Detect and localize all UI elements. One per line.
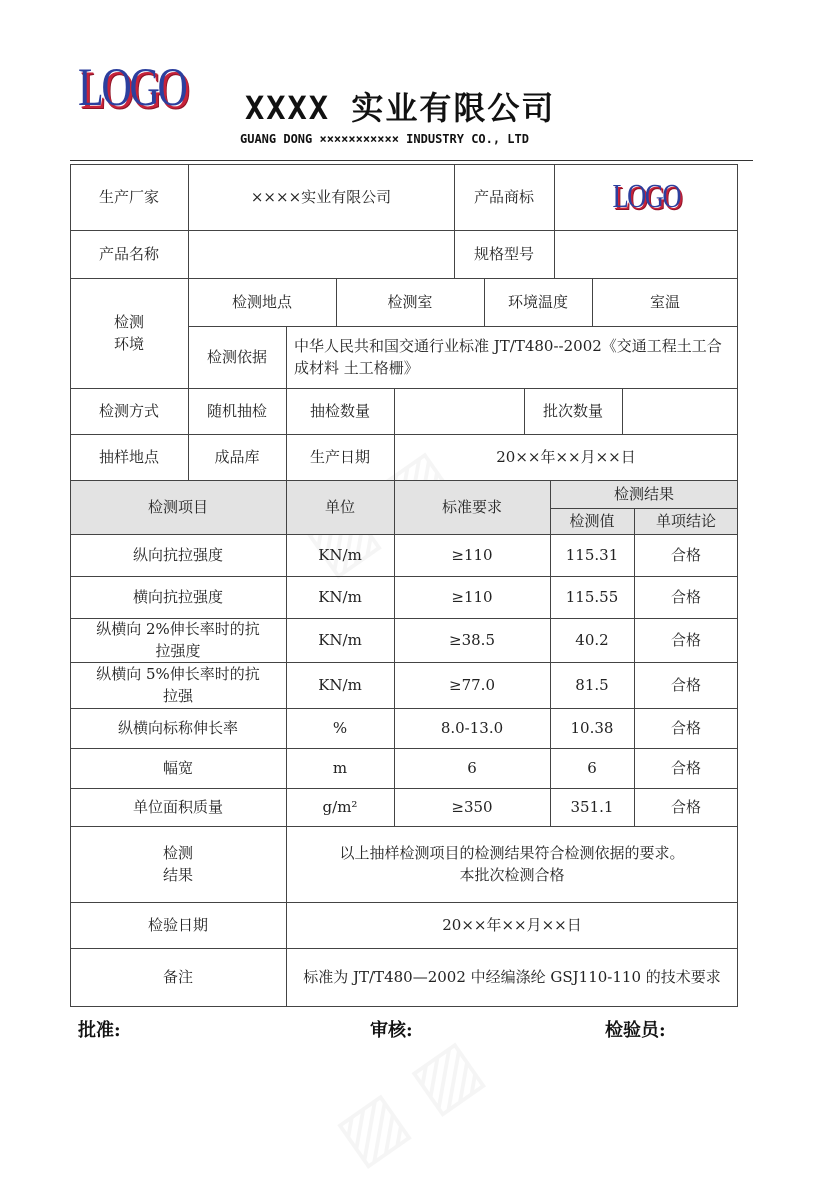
table-row-unit: m: [332, 759, 348, 777]
table-rule: [70, 434, 738, 435]
header-divider: [70, 160, 753, 161]
inspection-date-value: 20××年××月××日: [442, 916, 582, 934]
brand-label: 产品商标: [473, 188, 534, 206]
table-row-item: 单位面积质量: [132, 798, 223, 816]
table-row-unit: KN/m: [318, 676, 362, 694]
table-rule: [622, 388, 623, 434]
company-logo: LOGO: [78, 57, 186, 117]
table-rule: [524, 388, 525, 434]
basis-value: 中华人民共和国交通行业标准 JT/T480--2002《交通工程土工合成材料 土工格栅》: [294, 337, 722, 377]
location-value: 检测室: [387, 293, 433, 311]
result-label: 检测 结果: [162, 844, 193, 884]
header-unit: 单位: [324, 498, 355, 516]
brand-logo: LOGO: [612, 178, 680, 215]
table-row-standard: ≥38.5: [449, 631, 495, 649]
table-rule: [70, 278, 738, 279]
table-rule: [286, 326, 287, 480]
header-result: 检测结果: [613, 485, 674, 503]
batch-quantity-label: 批次数量: [542, 402, 603, 420]
table-row-standard: ≥110: [451, 588, 493, 606]
table-row-item: 幅宽: [162, 759, 193, 777]
company-english-name: GUANG DONG ××××××××××× INDUSTRY CO., LTD: [240, 132, 529, 146]
method-label: 检测方式: [98, 402, 159, 420]
table-row-conclusion: 合格: [670, 631, 701, 649]
table-rule: [592, 278, 593, 326]
table-border: [737, 164, 738, 1007]
approve-signature: 批准:: [78, 1020, 121, 1041]
table-border: [70, 1006, 738, 1007]
spec-label: 规格型号: [473, 245, 534, 263]
result-line-2: 本批次检测合格: [459, 866, 565, 884]
table-rule: [394, 388, 395, 480]
table-rule: [70, 826, 738, 827]
result-line-1: 以上抽样检测项目的检测结果符合检测依据的要求。: [339, 844, 685, 862]
table-row-measured: 351.1: [570, 798, 614, 816]
temperature-value: 室温: [649, 293, 680, 311]
table-row-conclusion: 合格: [670, 759, 701, 777]
review-signature: 审核:: [370, 1020, 413, 1041]
production-date-label: 生产日期: [309, 448, 370, 466]
table-rule: [550, 508, 738, 509]
header-measured: 检测值: [569, 512, 615, 530]
table-rule: [188, 164, 189, 480]
remark-value: 标准为 JT/T480—2002 中经编涤纶 GSJ110-110 的技术要求: [303, 968, 721, 986]
table-row-unit: %: [332, 719, 348, 737]
table-rule: [70, 388, 738, 389]
location-label: 检测地点: [231, 293, 292, 311]
table-row-measured: 40.2: [575, 631, 609, 649]
table-rule: [70, 788, 738, 789]
production-date-value: 20××年××月××日: [496, 448, 636, 466]
table-rule: [550, 480, 551, 826]
sample-quantity-label: 抽检数量: [309, 402, 370, 420]
header-standard: 标准要求: [441, 498, 502, 516]
table-rule: [70, 618, 738, 619]
table-rule: [286, 480, 287, 1006]
table-rule: [70, 480, 738, 481]
table-rule: [70, 534, 738, 535]
remark-label: 备注: [162, 968, 193, 986]
table-row-conclusion: 合格: [670, 676, 701, 694]
product-name-value: [188, 230, 454, 278]
table-row-unit: KN/m: [318, 588, 362, 606]
table-rule: [70, 948, 738, 949]
product-name-label: 产品名称: [98, 245, 159, 263]
inspector-signature: 检验员:: [605, 1020, 666, 1041]
table-row-standard: 6: [467, 759, 477, 777]
table-row-item: 纵横向标称伸长率: [117, 719, 238, 737]
table-row-standard: ≥77.0: [449, 676, 495, 694]
watermark-decoration: [321, 1022, 496, 1179]
table-border: [70, 164, 71, 1007]
table-row-conclusion: 合格: [670, 546, 701, 564]
table-rule: [454, 164, 455, 278]
manufacturer-value: ××××实业有限公司: [250, 188, 392, 206]
table-row-conclusion: 合格: [670, 588, 701, 606]
batch-quantity-value: [622, 388, 738, 434]
table-row-standard: 8.0-13.0: [440, 719, 504, 737]
table-rule: [70, 902, 738, 903]
table-rule: [70, 708, 738, 709]
environment-label: 检测 环境: [113, 313, 144, 353]
table-rule: [634, 508, 635, 826]
manufacturer-label: 生产厂家: [98, 188, 159, 206]
table-row-measured: 6: [587, 759, 597, 777]
sample-quantity-value: [394, 388, 524, 434]
table-row-item: 纵向抗拉强度: [132, 546, 223, 564]
table-rule: [70, 576, 738, 577]
table-row-measured: 115.31: [565, 546, 619, 564]
header-item: 检测项目: [147, 498, 208, 516]
table-row-conclusion: 合格: [670, 719, 701, 737]
table-row-unit: KN/m: [318, 546, 362, 564]
table-rule: [336, 278, 337, 326]
table-rule: [484, 278, 485, 326]
table-row-item: 纵横向 5%伸长率时的抗拉强: [96, 665, 260, 705]
table-row-measured: 81.5: [575, 676, 609, 694]
table-row-measured: 10.38: [570, 719, 614, 737]
table-rule: [554, 164, 555, 278]
table-rule: [70, 662, 738, 663]
table-rule: [70, 230, 738, 231]
header-conclusion: 单项结论: [655, 512, 716, 530]
inspection-date-label: 检验日期: [147, 916, 208, 934]
table-row-standard: ≥110: [451, 546, 493, 564]
table-row-standard: ≥350: [451, 798, 493, 816]
table-row-unit: g/m²: [322, 798, 358, 816]
basis-label: 检测依据: [206, 348, 267, 366]
table-rule: [188, 326, 738, 327]
table-rule: [70, 748, 738, 749]
table-rule: [394, 480, 395, 826]
table-row-measured: 115.55: [565, 588, 619, 606]
table-border: [70, 164, 738, 165]
sampling-place-label: 抽样地点: [98, 448, 159, 466]
table-row-item: 横向抗拉强度: [132, 588, 223, 606]
table-row-item: 纵横向 2%伸长率时的抗拉强度: [96, 620, 260, 660]
brand-logo-cell: [554, 164, 738, 230]
temperature-label: 环境温度: [507, 293, 568, 311]
sampling-place-value: 成品库: [214, 448, 260, 466]
inspection-report-table: [70, 164, 738, 1007]
method-value: 随机抽检: [206, 402, 267, 420]
company-name: XXXX 实业有限公司: [245, 89, 556, 127]
spec-value: [554, 230, 738, 278]
result-text: [286, 826, 738, 902]
table-row-conclusion: 合格: [670, 798, 701, 816]
table-row-unit: KN/m: [318, 631, 362, 649]
